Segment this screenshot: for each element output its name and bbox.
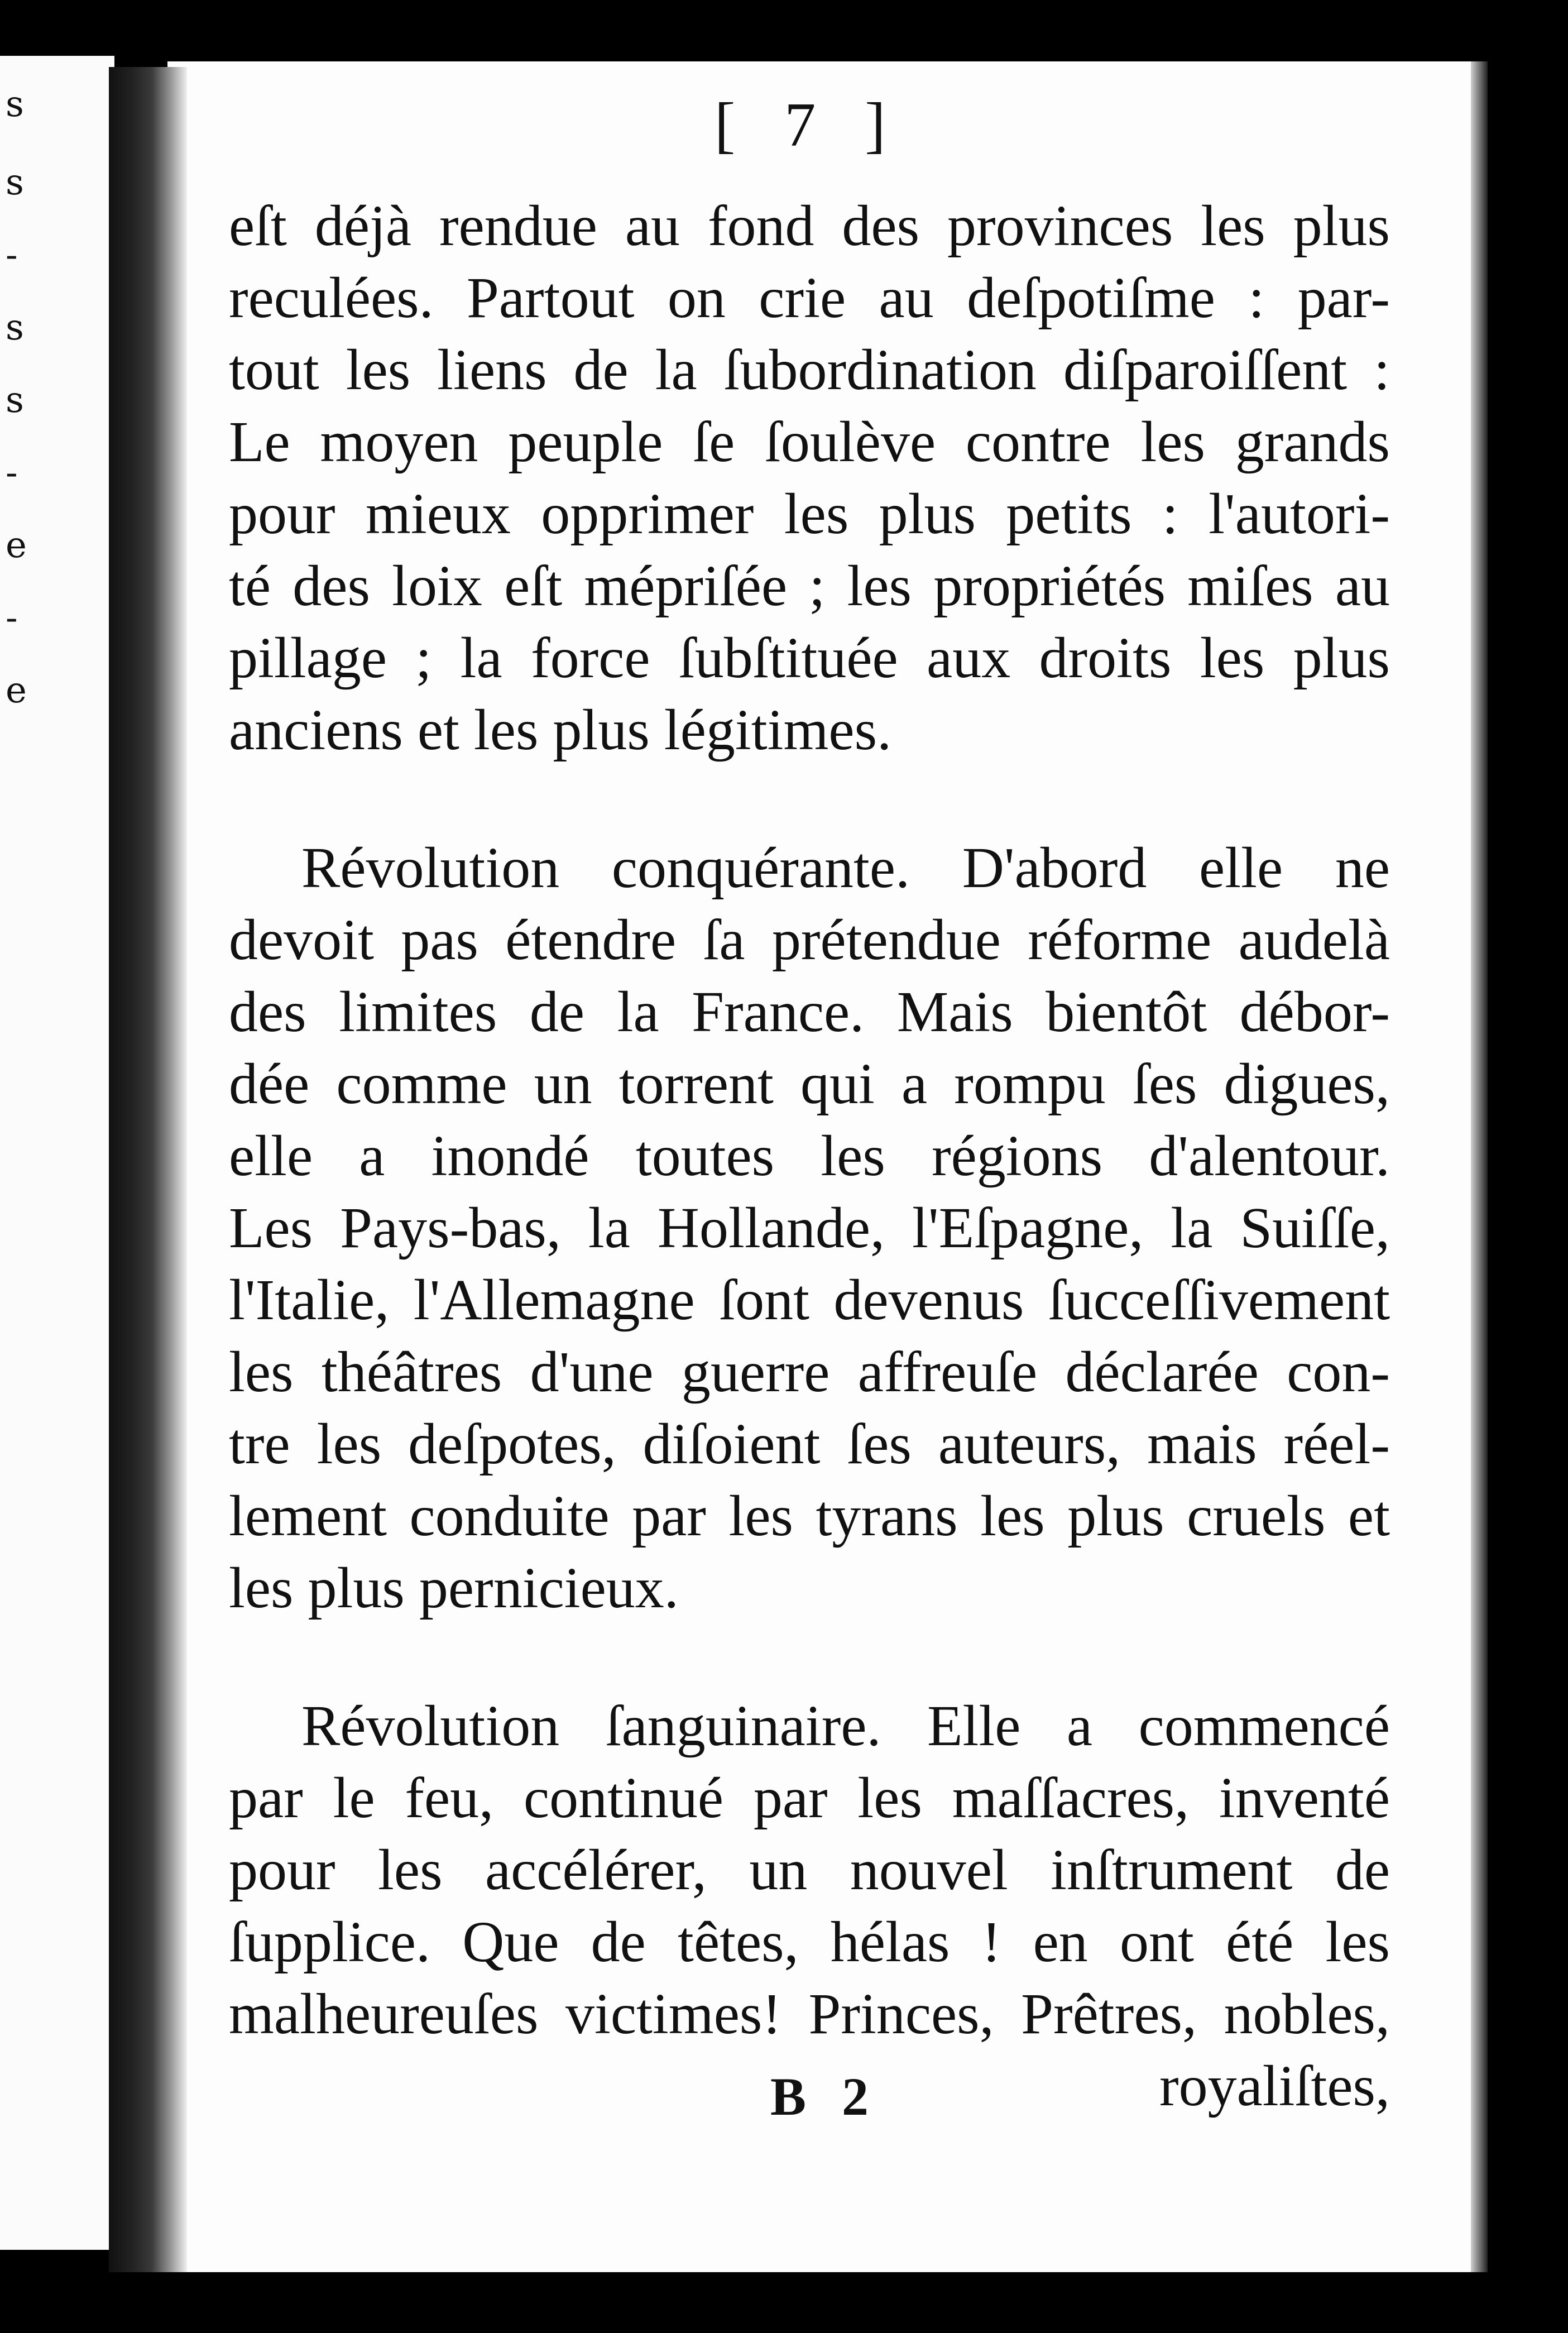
body-text: [229, 190, 1390, 2122]
text-line: elle a inondé toutes les régions d'alentour.: [229, 1124, 1390, 1188]
paragraph-3: [229, 1690, 1390, 2050]
text-line: Les Pays-bas, la Hollande, l'Eſpagne, la Suiſſe,: [229, 1196, 1390, 1260]
facing-page-fragment: -: [6, 597, 18, 639]
text-line: eſt déjà rendue au fond des provinces les plus: [229, 194, 1390, 258]
text-line: l'Italie, l'Allemagne ſont devenus ſucceſſivement: [229, 1268, 1390, 1332]
signature-mark: B 2: [770, 2067, 880, 2126]
binding-gutter: [109, 67, 187, 2272]
text-line: té des loix eſt mépriſée ; les propriétés miſes au: [229, 554, 1390, 618]
text-line: lement conduite par les tyrans les plus cruels et: [229, 1484, 1390, 1548]
text-line: Le moyen peuple ſe ſoulève contre les grands: [229, 410, 1390, 474]
text-line: devoit pas étendre ſa prétendue réforme audelà: [229, 908, 1390, 972]
facing-page-fragment: -: [6, 234, 18, 276]
text-line: malheureuſes victimes! Princes, Prêtres, nobles,: [229, 1982, 1390, 2046]
text-line: ſupplice. Que de têtes, hélas ! en ont été les: [229, 1910, 1390, 1974]
text-line: dée comme un torrent qui a rompu ſes digues,: [229, 1052, 1390, 1116]
facing-page-fragment: s: [6, 307, 24, 348]
text-line: par le feu, continué par les maſſacres, inventé: [229, 1766, 1390, 1830]
catchword: royaliſtes,: [1159, 2054, 1390, 2118]
page-number: [ 7 ]: [715, 90, 903, 160]
text-line: tout les liens de la ſubordination diſparoiſſent :: [229, 338, 1390, 402]
text-line: pour mieux opprimer les plus petits : l'autori-: [229, 482, 1390, 546]
text-line: pillage ; la force ſubſtituée aux droits les plus: [229, 626, 1390, 690]
text-line: anciens et les plus légitimes.: [229, 698, 892, 762]
text-line: reculées. Partout on crie au deſpotiſme : par-: [229, 266, 1390, 330]
text-line: les théâtres d'une guerre affreuſe déclarée con-: [229, 1340, 1390, 1404]
text-line: pour les accélérer, un nouvel inſtrument de: [229, 1838, 1390, 1902]
page-edge-shadow: [1471, 61, 1488, 2272]
text-line: Révolution ſanguinaire. Elle a commencé: [301, 1694, 1390, 1758]
paragraph-1: [229, 190, 1390, 766]
text-line: les plus pernicieux.: [229, 1556, 679, 1620]
facing-page-edge: [0, 56, 114, 2250]
paragraph-2: [229, 832, 1390, 1624]
text-line: tre les deſpotes, diſoient ſes auteurs, mais réel-: [229, 1412, 1390, 1476]
facing-page-fragment: e: [6, 525, 27, 566]
text-line: Révolution conquérante. D'abord elle ne: [301, 836, 1390, 900]
text-line: des limites de la France. Mais bientôt débor-: [229, 980, 1390, 1044]
facing-page-fragment: s: [6, 84, 24, 125]
facing-page-fragment: -: [6, 452, 18, 494]
facing-page-fragment: s: [6, 162, 24, 203]
facing-page-fragment: s: [6, 380, 24, 421]
facing-page-fragment: e: [6, 670, 27, 711]
